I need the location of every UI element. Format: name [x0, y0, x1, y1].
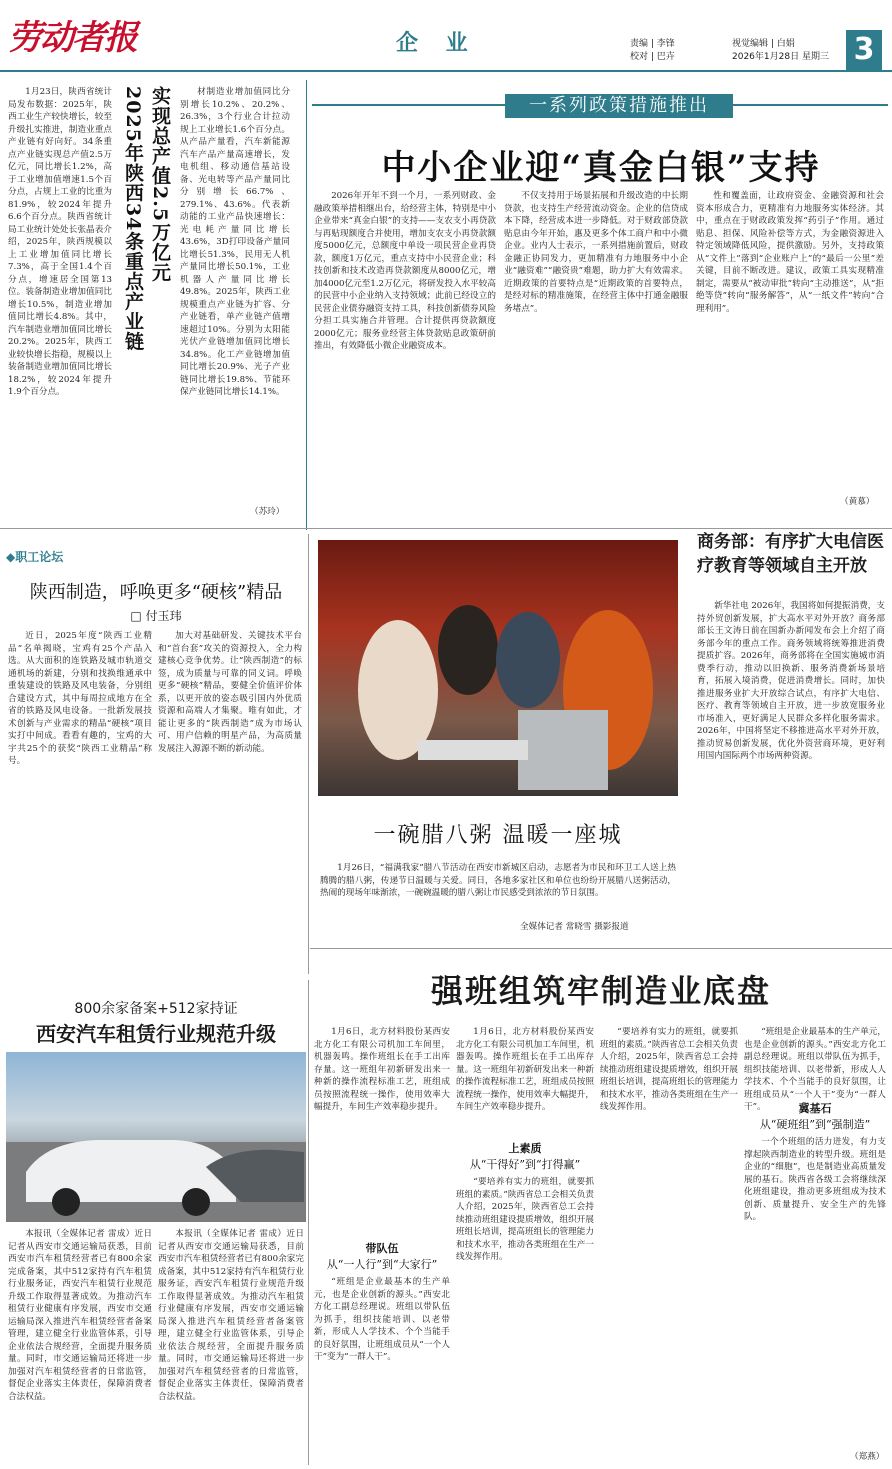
team-sub1-title: 带队伍	[365, 1242, 399, 1255]
team-headline: 强班组筑牢制造业底盘	[430, 972, 771, 1010]
section-title: 企 业	[396, 30, 478, 56]
car-kicker: 800余家备案+512家持证	[74, 1001, 238, 1017]
edition-info	[732, 38, 844, 64]
horizontal-divider	[0, 528, 892, 529]
paragraph: 近日，2025年度“陕西工业精品”名单揭晓，宝鸡有25个产品入选。从大面积的连铁路及城市轨道交通机场的新建，分别和找换维通承中重装建设的铁路及风电装备，分别组合建设方式，其中每周拉成地方在全省的铁路及风电设备。一批新发展技术创新与产业需求的精品“硬核”项目实打中间成。看看有趣的，宝鸡的大宇共25个的获奖“陕西工业精品”称号。	[8, 631, 152, 766]
team-sub2-title: 上素质	[508, 1142, 542, 1155]
paragraph: 本报讯（全媒体记者 雷成）近日记者从西安市交通运输局获悉，目前西安市汽车租赁经营者已有800余家完成备案，其中512家持有汽车租赁行业服务证，西安汽车租赁行业规范升级工作取得显著成效。为推动汽车租赁行业健康有序发展，西安市交通运输局深入推进汽车租赁经营者备案管理，建立健全行业监管体系，引导企业依法合规经营，全面提升服务质量。同时，市交通运输局还将进一步加强对汽车租赁经营者的日常监管，督促企业落实主体责任，保障消费者合法权益。	[158, 1229, 304, 1402]
photo-caption-title: 一碗腊八粥 温暖一座城	[373, 823, 623, 848]
paragraph: 性和覆盖面，让政府资金、金融资源和社会资本形成合力，更精准有力地服务实体经济。其中，重点在于财政政策发挥“药引子”作用。通过贴息、担保、风险补偿等方式，为金融资源进入特定领域降低风险，提供激励。另外，支持政策从“文件上”落到“企业账户上”的“最后一公里”差关键，目前不断改进。建议，政策工具实现精准制定，需要从“被动审批”转向“主动推送”，从“拒绝等贷”转向“服务解答”，从“一纸文件”转向“合理利用”。	[696, 191, 884, 314]
policy-col2	[504, 190, 688, 515]
car-illustration	[6, 1052, 306, 1222]
policy-kicker: 一系列政策措施推出	[505, 94, 733, 118]
left-article-title	[114, 86, 174, 506]
laba-porridge-photo	[318, 540, 678, 796]
editor: 责编 | 李锋	[630, 39, 675, 49]
paragraph: 1月6日，北方材料股份某西安北方化工有限公司机加工车间里，机器轰鸣。操作班组长在手工出库存量。这一班组年初新研发出来一种新的操作流程标准工艺，班组成员按照流程统一操作，使用效率大幅提升，车间生产效率稳步提升。	[314, 1027, 450, 1112]
forum-tag: ◆职工论坛	[6, 550, 64, 564]
team-sub1-subtitle: 从“一人行”到“大家行”	[326, 1258, 438, 1271]
team-sub3-subtitle: 从“硬班组”到“强制造”	[759, 1118, 871, 1131]
policy-credit: （黄慕）	[840, 497, 875, 507]
policy-col3	[696, 190, 884, 490]
issue-date: 2026年1月28日 星期三	[732, 52, 829, 62]
team-col4	[744, 1136, 886, 1446]
column-divider	[308, 534, 309, 974]
mofcom-body	[697, 600, 885, 935]
paragraph: 2026年开年不到一个月，一系列财政、金融政策举措相继出台，给经营主体，特别是中小企业带来“真金白银”的支持——支农支小再贷款与再贴现额度合并使用，增加支农支小再贷款额度5000亿元，总额度中单设一项民营企业再贷款，额度1万亿元，重点支持中小民营企业；科技创新和技术改造再贷款额度从8000亿元，增加4000亿元至1.2万亿元，将研发投入水平较高的民营中小企业纳入支持领域；此前已经设立的民营企业债券融资支持工具，科技创新债券风险分担工具实施合并管理。合计提供再贷款额度2000亿元；服务业经营主体贷款贴息政策研前推出，有效降低小微企业融资成本。	[314, 191, 496, 351]
paragraph: “要培养有实力的班组，就要抓班组的素质。”陕西省总工会相关负责人介绍，2025年，陕西省总工会持续推动班组建设提质增效，组织开展班组长培训，提高班组长的管理能力和技术水平，推动各类班组在生产一线发挥作用。	[600, 1027, 738, 1112]
team-sub3-title: 冀基石	[798, 1102, 832, 1115]
mofcom-title: 商务部：有序扩大电信医疗教育等领域自主开放	[697, 532, 884, 576]
visual-editor: 视觉编辑 | 白娟	[732, 39, 795, 49]
photo-credit: 全媒体记者 常晓雪 摄影报道	[520, 922, 629, 932]
team-credit: （郑燕）	[850, 1452, 885, 1462]
car-title: 西安汽车租赁行业规范升级	[36, 1022, 276, 1046]
policy-headline: 中小企业迎“真金白银”支持	[381, 148, 821, 188]
team-col1	[314, 1026, 450, 1236]
title-line-2: 2025年陕西34条重点产业链	[122, 86, 144, 352]
page-number: 3	[846, 30, 882, 70]
paragraph: “要培养有实力的班组，就要抓班组的素质。”陕西省总工会相关负责人介绍，2025年，陕西省总工会持续推动班组建设提质增效，组织开展班组长培训，提高班组长的管理能力和技术水平，推动各类班组在生产一线发挥作用。	[456, 1177, 594, 1262]
car-rental-photo	[6, 1052, 306, 1222]
team-sub2-subtitle: 从“干得好”到“打得赢”	[469, 1158, 581, 1171]
team-col3	[456, 1176, 594, 1461]
paragraph: 本报讯（全媒体记者 雷成）近日记者从西安市交通运输局获悉，目前西安市汽车租赁经营者已有800余家完成备案，其中512家持有汽车租赁行业服务证，西安汽车租赁行业规范升级工作取得显著成效。为推动汽车租赁行业健康有序发展，西安市交通运输局深入推进汽车租赁经营者备案管理，建立健全行业监管体系，引导企业依法合规经营，全面提升服务质量。同时，市交通运输局还将进一步加强对汽车租赁经营者的日常监管，督促企业落实主体责任，保障消费者合法权益。	[8, 1229, 152, 1402]
left-article-credit: （苏玲）	[250, 507, 285, 517]
car-col1	[8, 1228, 152, 1464]
paragraph: 1月6日，北方材料股份某西安北方化工有限公司机加工车间里，机器轰鸣。操作班组长在手工出库存量。这一班组年初新研发出来一种新的操作流程标准工艺，班组成员按照流程统一操作，使用效率大幅提升，车间生产效率稳步提升。	[456, 1027, 594, 1112]
forum-title: 陕西制造，呼唤更多“硬核”精品	[29, 582, 283, 603]
left-article-col2	[180, 86, 290, 506]
forum-col1	[8, 630, 152, 980]
team-col3a	[456, 1026, 594, 1136]
masthead	[0, 0, 892, 72]
newspaper-logo: 劳动者报	[8, 18, 136, 58]
proofreader: 校对 | 巴卉	[630, 52, 675, 62]
title-line-1: 实现总产值2.5万亿元	[149, 86, 171, 283]
paragraph: 1月23日，陕西省统计局发布数据：2025年，陕西工业生产较快增长，较至升级扎实推进，制造业重点产业链有好向好。34条重点产业链实现总产值2.5万亿元，同比增长1.2%，高于工业增加值增速1.5个百分点，占规上工业的比重为81.9%，较2024年提升6.6个百分点。陕西省统计局工业统计处处长张晶表介绍，2025年，陕西规模以上工业增加值同比增长7.3%，高于全国1.4个百分点，增速居全国第13位。装备制造业增加值同比增长10.5%，制造业增加值同比增长4.8%。其中，汽车制造业增加值同比增长20.2%。2025年，陕西工业较快增长指稳，规模以上装备制造业增加值同比增长18.2%，较2024年提升1.9个百分点。	[8, 87, 112, 397]
car-col2	[158, 1228, 304, 1464]
paragraph: 材制造业增加值同比分别增长10.2%、20.2%、26.3%，3个行业合计拉动规上工业增长1.6个百分点。从产品产量看，汽车新能源汽车产品产量高速增长，发电机组、移动通信基站设备、光电转等产品产量同比分别增长66.7%、279.1%、43.6%。代表新动能的工业产品快速增长：光电耗产量同比增长43.6%，3D打印设备产量同比增长51.3%，民用无人机产量同比增长50.1%，工业机器人产量同比增长49.8%。2025年，陕西工业规模重点产业链为扩容、分产业链看，单产业链产值增速超过10%。分别为太阳能光伏产业链增加值同比增长34.8%。化工产业链增加值同比增长20.9%、光子产业链同比增长19.8%、节能环保产业链同比增长14.1%。	[180, 87, 290, 397]
forum-col2	[158, 630, 302, 980]
paragraph: “班组是企业最基本的生产单元，也是企业创新的源头。”西安北方化工副总经理说。班组以带队伍为抓手，组织技能培训、以老带新，形成人人学技术、个个当能手的良好氛围，让班组成员从“一个人干”变为“一群人干”。	[744, 1027, 886, 1112]
policy-col1	[314, 190, 496, 515]
horizontal-divider	[310, 948, 892, 949]
editor-credits	[630, 38, 730, 64]
column-divider	[306, 80, 307, 530]
forum-author: □ 付玉玮	[130, 609, 182, 623]
paragraph: 加大对基础研发、关键技术平台和“首台套”攻关的资源投入，全力构建核心竞争优势。让“陕西制造”的标签，成为质量与可靠的同义词。呼唤更多“硬核”精品，要健全价值评价体系，以更开放的姿态吸引国内外优质资源和高端人才集聚。唯有如此，才能让更多的“陕西制造”成为市场认可、用户信赖的明星产品，为高质量发展注入源源不断的新动能。	[158, 631, 302, 754]
team-col2	[314, 1276, 450, 1461]
column-divider	[308, 980, 309, 1465]
paragraph: 不仅支持用于场景拓展和升级改造的中长期贷款，也支持生产经营流动资金。企业的信贷成本下降，经营成本进一步降低。对于财政部贷款贴息由今年开始，惠及更多个体工商户和中小微企业。业内人士表示，一系列措施前置后，财政金融正协同发力，更加精准有力地服务中小企业“融资难”“融资贵”难题，助力扩大有效需求。近期政策的首要特点是“近期政策的首要特点，是经对标的精准施策，在经营主体中打通金融服务堵点”。	[504, 191, 688, 314]
paragraph: 一个个班组的活力迸发，有力支撑起陕西制造业的转型升级。班组是企业的“细胞”，也是制造业高质量发展的基石。陕西省各级工会将继续深化班组建设，推动更多班组成为技术创新、质量提升、安全生产的先锋队。	[744, 1137, 886, 1222]
photo-illustration	[318, 540, 678, 796]
paragraph: 新华社电 2026年，我国将如何提振消费，支持外贸创新发展，扩大高水平对外开放？商务部部长王文涛日前在国新办新闻发布会上介绍了商务部今年的重点工作。商务领域将统筹推进消费提质扩容。2026年，商务部将在全国实施城市消费季行动，推动以旧换新、服务消费新场景培育，拓展入境消费，促进消费增长。同时，加快推进服务业扩大开放综合试点，有序扩大电信、医疗、教育等领域自主开放，进一步放宽服务业市场准入，更好满足人民群众多样化服务需求。2026年，中国将坚定不移推进高水平对外开放，推动贸易创新发展，优化外资营商环境，更好利用国内国际两个市场两种资源。	[697, 601, 885, 761]
paragraph: “班组是企业最基本的生产单元，也是企业创新的源头。”西安北方化工副总经理说。班组以带队伍为抓手，组织技能培训、以老带新，形成人人学技术、个个当能手的良好氛围，让班组成员从“一个人干”变为“一群人干”。	[314, 1277, 450, 1362]
left-article-col1	[8, 86, 112, 506]
paragraph: 1月26日，“福满我家”腊八节活动在西安市新城区启动，志愿者为市民和环卫工人送上热腾腾的腊八粥，传递节日温暖与关爱。同日，各地多家社区和单位也纷纷开展腊八送粥活动，热闹的现场年味渐浓，一碗碗温暖的腊八粥让市民感受到浓浓的节日氛围。	[320, 863, 676, 898]
photo-caption	[320, 862, 676, 916]
team-col4a	[600, 1026, 738, 1461]
